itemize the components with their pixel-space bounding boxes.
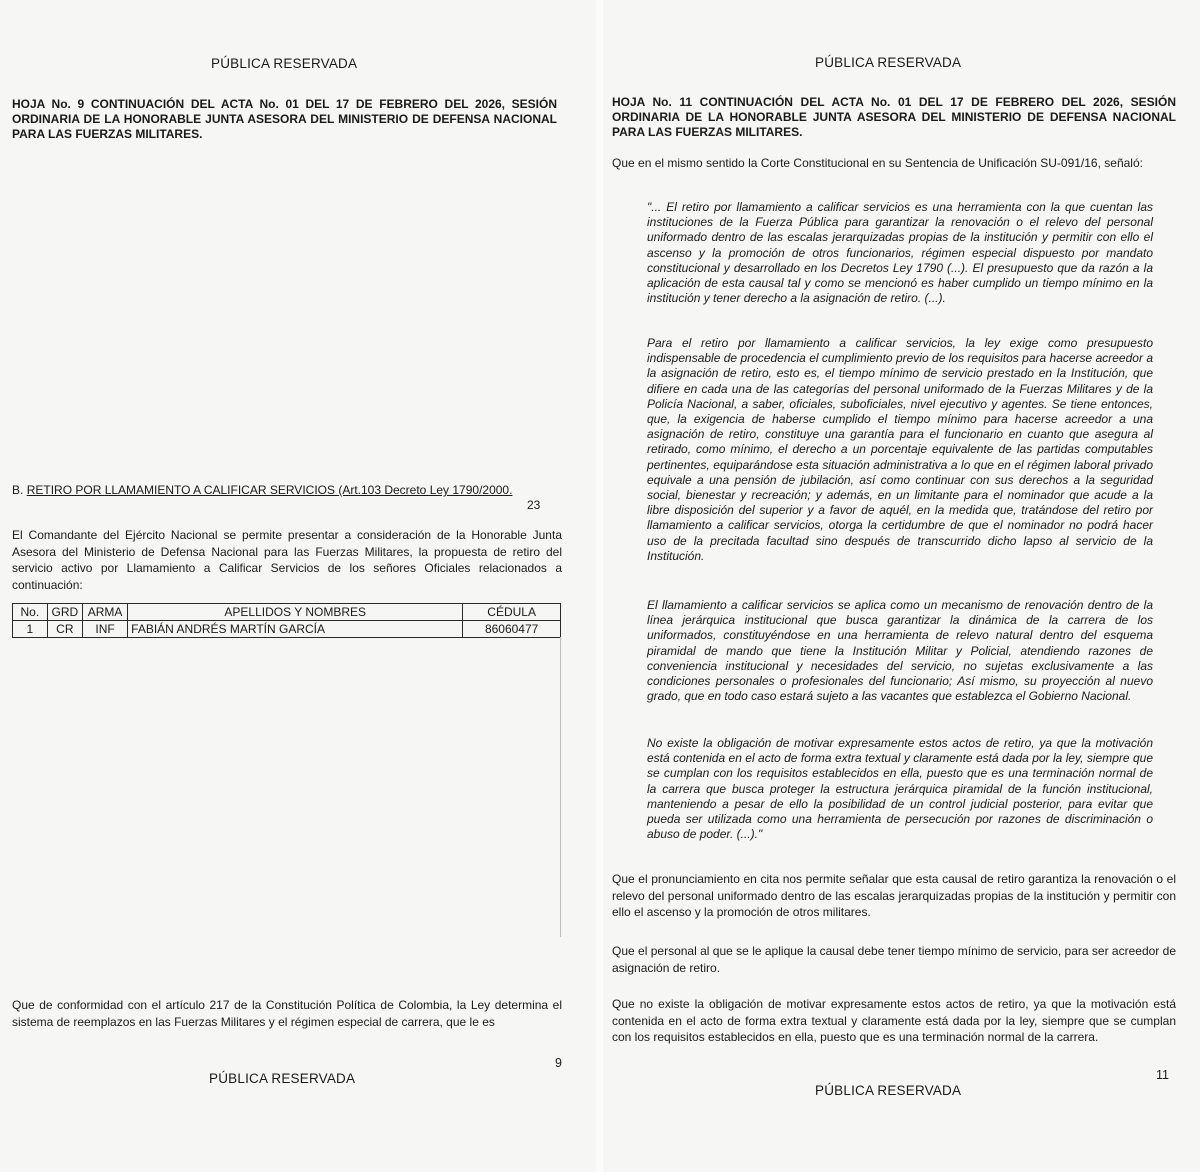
table-header-row <box>13 604 561 621</box>
page-number: 9 <box>555 1056 562 1070</box>
table-margin-line <box>560 637 561 937</box>
section-tail: 23 <box>527 498 541 512</box>
paragraph-3: Que no existe la obligación de motivar expresamente estos actos de retiro, ya que la motivación está contenida en el acto de forma extra textual y claramente está dada por la ley, siempre que se cumplan con los requisitos establecidos en ella, puesto que es una terminación normal de la carrera. <box>612 997 1176 1044</box>
paragraph-2: Que el personal al que se le aplique la causal debe tener tiempo mínimo de servicio, para ser acreedor de asignación de retiro. <box>612 944 1176 975</box>
cell-arma: INF <box>83 621 128 638</box>
quote-paragraph-2: Para el retiro por llamamiento a calificar servicios, la ley exige como presupuesto indispensable de procedencia el cumplimiento previo de los requisitos para hacerse acreedor a la asignación de retiro, esto es, el tiempo mínimo de servicio prestado en la Institución, que difiere en cada una de las categorías del personal uniformado de la Fuerzas Militares y de la Policía Nacional, a saber, oficiales, suboficiales, nivel ejecutivo y agentes. Se tiene entonces, que, la exigencia de haberse cumplido el tiempo mínimo para hacerse acreedor a una asignación de retiro, constituye una garantía para el funcionario en cuanto que asegura al retirado, como mínimo, el derecho a un porcentaje equivalente de las partidas computables pertinentes, equiparándose esta situación administrativa a lo que en el régimen laboral privado equivale a una pensión de jubilación, así como continuar con sus derechos a la seguridad social, bienestar y recreación; y además, en un limitante para el nominador que acude a la libre disposición del superior y a favor de aquél, en la medida que, tratándose del retiro por llamamiento a calificar servicios, otorga la certidumbre de que el nominador no podrá hacer uso de la precitada facultad sino después de transcurrido dicho lapso al servicio de la Institución. <box>647 336 1153 563</box>
quote-paragraph-1: "... El retiro por llamamiento a calificar servicios es una herramienta con la que cuentan las instituciones de la Fuerza Pública para garantizar la renovación o el relevo del personal uniformado dentro de las escalas jerarquizadas propias de la institución y permitir con ello el ascenso y la promoción de otros funcionarios, régimen especial dispuesto por mandato constitucional y desarrollado en los Decretos Ley 1790 (...). El presupuesto que da razón a la aplicación de esta causal tal y como se mencionó es haber cumplido un tiempo mínimo en la institución y tener derecho a la asignación de retiro. (...). <box>647 200 1153 306</box>
col-no: No. <box>13 604 48 621</box>
officers-table <box>12 603 561 638</box>
page-number: 11 <box>1156 1068 1169 1082</box>
col-grd: GRD <box>47 604 82 621</box>
sheet-header: HOJA No. 9 CONTINUACIÓN DEL ACTA No. 01 DEL 17 DE FEBRERO DEL 2026, SESIÓN ORDINARIA DE LA HONORABLE JUNTA ASESORA DEL MINISTERIO DE DEFENSA NACIONAL PARA LAS FUERZAS MILITARES. <box>12 97 557 141</box>
col-cedula: CÉDULA <box>463 604 561 621</box>
document-page-9 <box>0 0 596 1172</box>
section-title: RETIRO POR LLAMAMIENTO A CALIFICAR SERVICIOS (Art.103 Decreto Ley 1790/2000. <box>26 483 513 497</box>
col-nombres: APELLIDOS Y NOMBRES <box>128 604 463 621</box>
page-gutter <box>596 0 603 1172</box>
section-heading <box>12 483 541 512</box>
quote-paragraph-4: No existe la obligación de motivar expresamente estos actos de retiro, ya que la motivación está contenida en el acto de forma extra textual y claramente está dada por la ley, siempre que se cumplan con los requisitos establecidos en ella, puesto que es una terminación normal de la carrera que busca proteger la estructura jerárquica piramidal de la función institucional, manteniendo a pesar de ello la posibilidad de un control judicial posterior, para evitar que pueda ser utilizada como una herramienta de persecución por razones de discriminación o abuso de poder. (...)." <box>647 736 1153 842</box>
quote-paragraph-3: El llamamiento a calificar servicios se aplica como un mecanismo de renovación dentro de la línea jerárquica institucional que busca garantizar la dinámica de la carrera de los uniformados, constituyéndose en una herramienta de relevo natural dentro del esquema piramidal de mando que tiene la Institución Militar y Policial, atendiendo razones de conveniencia institucional y necesidades del servicio, no sujetas exclusivamente a las condiciones personales o profesionales del funcionario; Así mismo, su proyección al nuevo grado, que en todo caso estará sujeto a las vacantes que establezca el Gobierno Nacional. <box>647 598 1153 704</box>
classification-footer: PÚBLICA RESERVADA <box>815 1083 962 1098</box>
cell-no: 1 <box>13 621 48 638</box>
intro-paragraph: El Comandante del Ejército Nacional se permite presentar a consideración de la Honorable Junta Asesora del Ministerio de Defensa Nacional para las Fuerzas Militares, la propuesta de retiro del servicio activo por Llamamiento a Calificar Servicios de los señores Oficiales relacionados a continuación: <box>12 528 562 592</box>
document-page-11 <box>603 0 1200 1172</box>
table-row <box>13 621 561 638</box>
col-arma: ARMA <box>83 604 128 621</box>
sheet-header: HOJA No. 11 CONTINUACIÓN DEL ACTA No. 01 DEL 17 DE FEBRERO DEL 2026, SESIÓN ORDINARIA DE LA HONORABLE JUNTA ASESORA DEL MINISTERIO DE DEFENSA NACIONAL PARA LAS FUERZAS MILITARES. <box>612 95 1176 139</box>
closing-paragraph: Que de conformidad con el artículo 217 de la Constitución Política de Colombia, la Ley determina el sistema de reemplazos en las Fuerzas Militares y el régimen especial de carrera, que le es <box>12 998 562 1029</box>
classification-header: PÚBLICA RESERVADA <box>211 56 358 71</box>
cell-cedula: 86060477 <box>463 621 561 638</box>
classification-footer: PÚBLICA RESERVADA <box>209 1071 356 1086</box>
cell-grd: CR <box>47 621 82 638</box>
section-letter: B. <box>12 483 24 497</box>
classification-header: PÚBLICA RESERVADA <box>815 55 962 70</box>
cell-nombres: FABIÁN ANDRÉS MARTÍN GARCÍA <box>128 621 463 638</box>
paragraph-1: Que el pronunciamiento en cita nos permite señalar que esta causal de retiro garantiza la renovación o el relevo del personal uniformado dentro de las escalas jerarquizadas propias de la institución y permitir con ello el ascenso y la promoción de otros militares. <box>612 872 1176 919</box>
intro-paragraph: Que en el mismo sentido la Corte Constitucional en su Sentencia de Unificación SU-091/16, señaló: <box>612 156 1143 170</box>
